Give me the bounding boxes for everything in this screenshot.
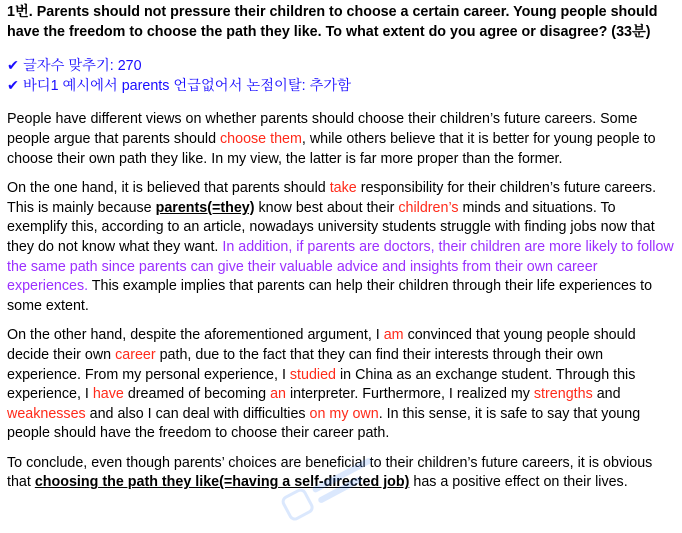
corrected-text: children’s <box>398 199 459 216</box>
text-run: This example implies that parents can help their children through their life experiences to some extent. <box>7 278 653 314</box>
note-word-count: ✔ 글자수 맞추기: 270 <box>7 58 142 75</box>
essay-prompt-title: 1번. Parents should not pressure their children to choose a certain career. Young people should have the freedom to choose the path they like. To what extent do you agree or disagree? (33분) <box>7 4 658 40</box>
text-run: in China as an exchange student. Through this experience, I <box>7 366 636 403</box>
text-run: To conclude, even though parents’ choices are beneficial to their children’s future careers, it is obvious that <box>7 454 653 491</box>
editor-notes <box>7 57 679 96</box>
text-run: minds and situations. To exemplify this, according to an article, nowadays university students struggle with finding jobs now that they do not know what they want. <box>7 199 655 255</box>
corrected-text: studied <box>289 366 336 383</box>
text-run: and <box>592 386 621 403</box>
added-text: In addition, if parents are doctors, their children are more likely to follow the same path since parents can give their valuable advice and insights from their own career experiences. <box>7 238 674 295</box>
essay-document <box>7 3 679 503</box>
text-run: dreamed of becoming <box>123 386 271 403</box>
corrected-text: an <box>270 386 286 403</box>
text-run: . In this sense, it is safe to say that young people should have the freedom to choose their career path. <box>7 405 641 442</box>
text-run: On the other hand, despite the aforementioned argument, I <box>7 327 384 344</box>
corrected-text: take <box>329 180 357 197</box>
text-run: interpreter. Furthermore, I realized my <box>286 386 534 403</box>
note-body1-fix: ✔ 바디1 예시에서 parents 언급없어서 논점이탈: 추가함 <box>7 77 352 94</box>
text-run: People have different views on whether parents should choose their children’s future careers. Some people argue that parents should <box>7 111 638 147</box>
corrected-text: on my own <box>309 405 379 422</box>
text-run: know best about their <box>254 199 399 216</box>
text-run: path, due to the fact that they can find their interests through their own experience. From my personal experience, I <box>7 346 604 383</box>
corrected-text: choose them <box>220 130 302 147</box>
text-run: On the one hand, it is believed that parents should <box>7 180 330 197</box>
text-run: and also I can deal with difficulties <box>85 405 310 422</box>
body-paragraph-2 <box>7 326 679 444</box>
corrected-text: have <box>92 386 124 403</box>
intro-paragraph <box>7 110 679 169</box>
emphasized-text: parents(=they) <box>155 199 255 216</box>
corrected-text: am <box>383 327 404 344</box>
text-run: responsibility for their children’s future careers. This is mainly because <box>7 180 657 216</box>
corrected-text: weaknesses <box>7 405 86 422</box>
text-run: convinced that young people should decide their own <box>7 327 636 363</box>
text-run: has a positive effect on their lives. <box>409 474 628 491</box>
text-run: , while others believe that it is better for young people to choose their own path they like. In my view, the latter is far more proper than the former. <box>7 130 656 167</box>
body-paragraph-1 <box>7 179 679 316</box>
corrected-text: career <box>115 346 156 363</box>
emphasized-text: choosing the path they like(=having a self-directed job) <box>34 474 410 491</box>
corrected-text: strengths <box>533 386 593 403</box>
conclusion-paragraph <box>7 454 679 493</box>
